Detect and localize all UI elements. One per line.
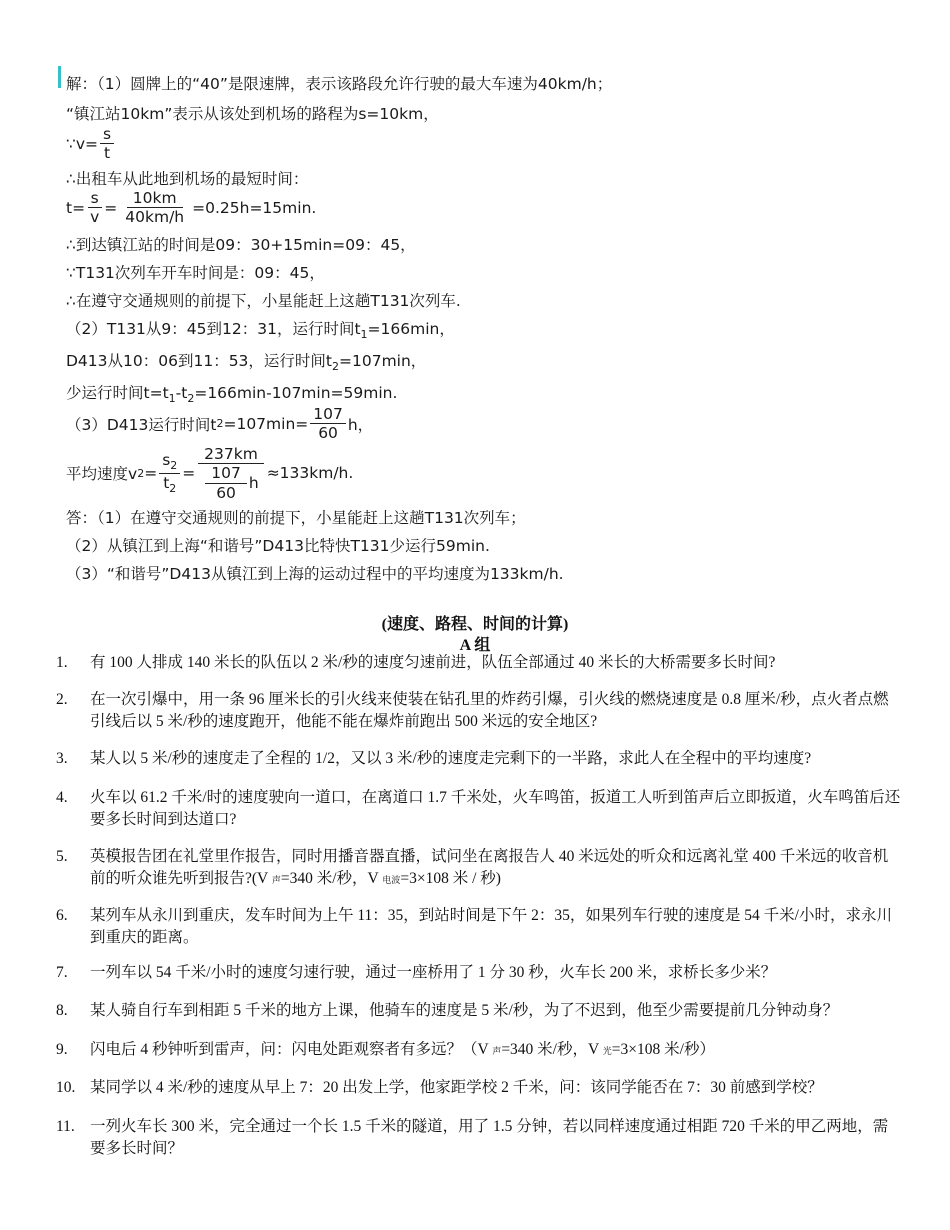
fraction-numerator: 10km: [127, 190, 183, 208]
question-text: 一列车以 54 千米/小时的速度匀速行驶，通过一座桥用了 1 分 30 秒，火车长 200 米，求桥长多少米？: [90, 964, 777, 981]
solution-line-4: ∴出租车从此地到机场的最短时间：: [66, 170, 309, 188]
text-segment: 少运行时间t=t: [66, 384, 169, 402]
question-text: 某人以 5 米/秒的速度走了全程的 1/2，又以 3 米/秒的速度走完剩下的一半路，求此人在全程中的平均速度?: [90, 750, 812, 767]
question-text: 一列火车长 300 米，完全通过一个长 1.5 千米的隧道，用了 1.5 分钟，若以同样速度通过相距 720 千米的甲乙两地，需要多长时间？: [90, 1118, 889, 1157]
answer-line-2: （2）从镇江到上海“和谐号”D413比特快T131少运行59min.: [66, 537, 490, 555]
question-number: 6.: [56, 907, 68, 924]
text-segment: =340 米/秒，V: [501, 1041, 603, 1058]
subscript: 2: [169, 481, 177, 495]
question-text: [90, 846, 902, 891]
question-text: [90, 1039, 902, 1062]
text-segment: =: [144, 464, 158, 483]
solution-line-11: [66, 381, 397, 405]
subscript: 2: [170, 459, 178, 473]
question-text: 有 100 人排成 140 米长的队伍以 2 米/秒的速度匀速前进，队伍全部通过 40 米长的大桥需要多长时间?: [90, 654, 776, 671]
question-text: 某人骑自行车到相距 5 千米的地方上课，他骑车的速度是 5 米/秒，为了不迟到，他至少需要提前几分钟动身？: [90, 1002, 839, 1019]
fraction-s-over-t: [100, 126, 114, 162]
text-segment: 闪电后 4 秒钟听到雷声，问：闪电处距观察者有多远？（V: [90, 1041, 493, 1058]
group-title: A 组: [459, 637, 491, 654]
question-number: 7.: [56, 964, 68, 981]
fraction-numerator: 237km: [198, 446, 264, 464]
fraction-numerator: 107: [310, 406, 346, 424]
question-text: 火车以 61.2 千米/时的速度驶向一道口，在离道口 1.7 千米处，火车鸣笛，扳道工人听到笛声后立即扳道，火车鸣笛后还要多长时间到达道口?: [90, 789, 901, 828]
solution-line-6: ∴到达镇江站的时间是09：30+15min=09：45，: [66, 236, 416, 254]
text-segment: =166min-107min=59min.: [194, 384, 398, 402]
subscript: 2: [332, 360, 339, 374]
fraction-distance-over-time: [197, 446, 264, 501]
question-number: 1.: [56, 654, 68, 671]
question-number: 4.: [56, 789, 68, 806]
solution-line-8: ∴在遵守交通规则的前提下，小星能赶上这趟T131次列车.: [66, 292, 461, 310]
text-segment: 平均速度v: [66, 465, 138, 484]
fraction-s-over-v: [87, 190, 102, 226]
question-number: 10.: [56, 1079, 76, 1096]
question-number: 8.: [56, 1002, 68, 1019]
text-segment: =107min=: [223, 414, 309, 433]
question-text: 某列车从永川到重庆，发车时间为上午 11：35，到站时间是下午 2：35，如果列车行驶的速度是 54 千米/小时，求永川到重庆的距离。: [90, 907, 892, 946]
question-item: [56, 1116, 902, 1160]
fraction-numerator: 107: [205, 465, 247, 483]
section-title: (速度、路程、时间的计算): [381, 616, 569, 633]
text-segment: =107min，: [339, 352, 427, 370]
formula-prefix: ∵v=: [66, 134, 99, 153]
fraction-numerator: s: [100, 126, 114, 144]
question-item: [56, 1077, 902, 1099]
text-segment: 英模报告团在礼堂里作报告，同时用播音器直播，试问坐在离报告人 40 米远处的听众和远离礼堂 400 千米远的收音机前的听众谁先听到报告?(V: [90, 848, 889, 887]
question-item: [56, 905, 902, 949]
question-item: [56, 689, 902, 733]
answer-line-3: （3）“和谐号”D413从镇江到上海的运动过程中的平均速度为133km/h.: [66, 565, 564, 583]
solution-line-2: “镇江站10km”表示从该处到机场的路程为s=10km，: [66, 105, 439, 123]
formula-result: ≈133km/h.: [266, 464, 354, 483]
fraction-distance-over-speed: [119, 190, 190, 226]
fraction-denominator: 40km/h: [125, 208, 185, 227]
question-item: [56, 1039, 902, 1062]
subscript: 1: [360, 328, 368, 342]
text-segment: =3×108 米/秒）: [611, 1041, 715, 1058]
text-segment: （2）T131从9：45到12：31，运行时间t: [66, 320, 361, 338]
question-number: 11.: [56, 1118, 75, 1135]
text-segment: =3×108 米 / 秒): [400, 870, 501, 887]
equals-sign: =: [104, 198, 118, 217]
formula-prefix: t=: [66, 198, 86, 217]
solution-line-9: [66, 317, 455, 341]
text-segment: （3）D413运行时间t: [66, 415, 217, 434]
subscript: 2: [187, 392, 195, 406]
fraction-107-over-60: [310, 406, 346, 442]
solution-line-7: ∵T131次列车开车时间是：09：45，: [66, 264, 325, 282]
fraction-denominator: t: [104, 144, 111, 163]
question-item: [56, 846, 902, 891]
question-number: 3.: [56, 750, 68, 767]
question-item: [56, 787, 902, 831]
subscript: 电波: [382, 875, 401, 885]
solution-line-1: 解：（1）圆牌上的“40”是限速牌，表示该路段允许行驶的最大车速为40km/h；: [66, 75, 613, 93]
subscript: 2: [216, 417, 224, 431]
fraction-s2-over-t2: [159, 452, 180, 494]
fraction-denominator: [197, 464, 264, 501]
question-text: 在一次引爆中，用一条 96 厘米长的引火线来使装在钻孔里的炸药引爆，引火线的燃烧速度是 0.8 厘米/秒，点火者点燃引线后以 5 米/秒的速度跑开，他能不能在爆炸前跑出 500 米远的安全地区?: [90, 691, 889, 730]
text-segment: s: [162, 451, 171, 470]
fraction-107-over-60-inner: [205, 465, 247, 501]
text-segment: D413从10：06到11：53，运行时间t: [66, 352, 332, 370]
question-item: [56, 748, 902, 770]
solution-line-5: [66, 190, 316, 226]
text-segment: =340 米/秒，V: [280, 870, 383, 887]
question-item: [56, 652, 902, 674]
text-segment: t: [163, 473, 170, 492]
solution-line-12: [66, 406, 373, 442]
text-segment: h，: [347, 415, 374, 434]
question-text: 某同学以 4 米/秒的速度从早上 7：20 出发上学，他家距学校 2 千米，问：该同学能否在 7：30 前感到学校？: [90, 1079, 823, 1096]
question-item: [56, 1000, 902, 1022]
solution-accent-bar: [58, 66, 61, 88]
subscript: 1: [168, 392, 176, 406]
subscript: 光: [602, 1046, 612, 1056]
solution-line-3: [66, 126, 116, 162]
question-item: [56, 962, 902, 984]
question-number: 9.: [56, 1041, 68, 1058]
subscript: 2: [137, 466, 145, 480]
formula-result: =0.25h=15min.: [192, 198, 317, 217]
text-segment: -t: [175, 384, 188, 402]
equals-sign: =: [182, 464, 196, 483]
fraction-numerator: [159, 452, 180, 474]
answer-line-1: 答：（1）在遵守交通规则的前提下，小星能赶上这趟T131次列车；: [66, 509, 526, 527]
fraction-denominator: v: [90, 208, 100, 227]
fraction-denominator: 60: [318, 424, 338, 443]
question-number: 2.: [56, 691, 68, 708]
fraction-denominator: 60: [216, 483, 236, 502]
fraction-numerator: s: [88, 190, 102, 208]
fraction-denominator: [160, 474, 179, 495]
text-segment: =166min，: [367, 320, 455, 338]
solution-line-10: [66, 349, 426, 373]
subscript: 声: [492, 1046, 502, 1056]
unit-label: h: [248, 473, 259, 492]
subscript: 声: [271, 875, 281, 885]
solution-line-13: [66, 446, 353, 501]
question-number: 5.: [56, 848, 68, 865]
